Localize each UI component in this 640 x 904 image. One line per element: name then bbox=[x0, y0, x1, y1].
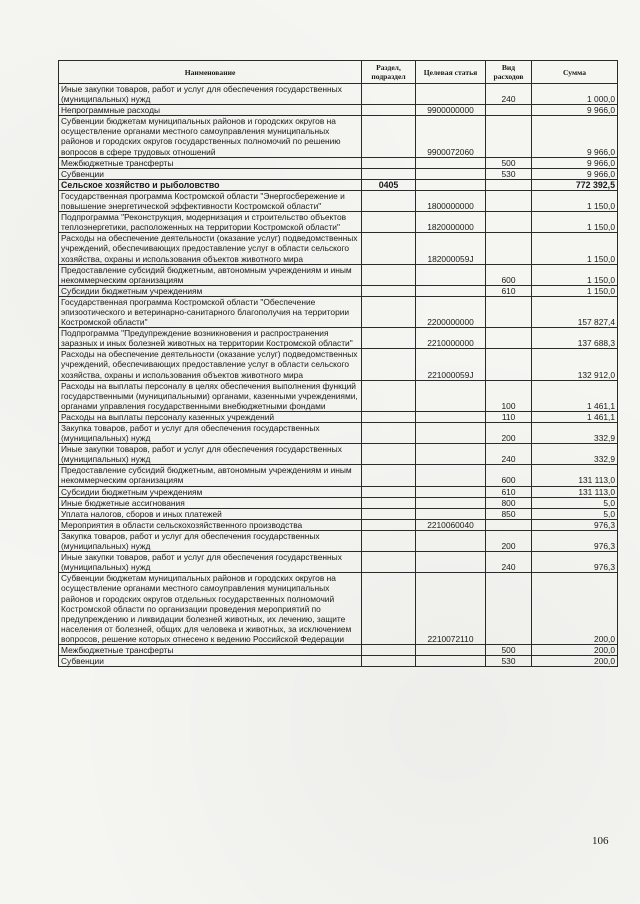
cell-kind bbox=[486, 328, 532, 349]
cell-sum: 1 150,0 bbox=[532, 285, 618, 296]
cell-name: Субвенции бюджетам муниципальных районов и городских округов на осуществление органами местного самоуправления муниципальных районов и городских округов государственных полномочий по решению вопросов в сфере трудовых отношений bbox=[59, 116, 362, 157]
cell-kind bbox=[486, 105, 532, 116]
table-row bbox=[59, 296, 618, 327]
cell-target: 1820000000 bbox=[416, 212, 486, 233]
cell-target: 182000059J bbox=[416, 233, 486, 264]
cell-name: Подпрограмма "Предупреждение возникновения и распространения заразных и иных болезней животных на территории Костромской области" bbox=[59, 328, 362, 349]
cell-kind: 110 bbox=[486, 411, 532, 422]
cell-name: Уплата налогов, сборов и иных платежей bbox=[59, 508, 362, 519]
cell-section bbox=[362, 190, 416, 211]
cell-sum: 157 827,4 bbox=[532, 296, 618, 327]
cell-name: Субвенции bbox=[59, 656, 362, 667]
cell-name: Государственная программа Костромской области "Обеспечение эпизоотического и ветеринарно-санитарного благополучия на территории Костромской области" bbox=[59, 296, 362, 327]
table-row bbox=[59, 444, 618, 465]
cell-target bbox=[416, 444, 486, 465]
cell-sum: 976,3 bbox=[532, 530, 618, 551]
cell-target bbox=[416, 285, 486, 296]
cell-sum: 5,0 bbox=[532, 508, 618, 519]
cell-name: Расходы на обеспечение деятельности (оказание услуг) подведомственных учреждений, обеспечивающих предоставление услуг в области сельского хозяйства, охраны и использования объектов животного мира bbox=[59, 233, 362, 264]
cell-kind: 800 bbox=[486, 497, 532, 508]
cell-section bbox=[362, 328, 416, 349]
cell-kind bbox=[486, 179, 532, 190]
cell-kind: 240 bbox=[486, 84, 532, 105]
table-row bbox=[59, 411, 618, 422]
table-row bbox=[59, 656, 618, 667]
cell-target bbox=[416, 552, 486, 573]
table-row bbox=[59, 179, 618, 190]
cell-kind bbox=[486, 573, 532, 645]
cell-section bbox=[362, 264, 416, 285]
cell-name: Расходы на выплаты персоналу казенных учреждений bbox=[59, 411, 362, 422]
cell-sum: 131 113,0 bbox=[532, 465, 618, 486]
cell-target bbox=[416, 411, 486, 422]
cell-section bbox=[362, 644, 416, 655]
header-sum: Сумма bbox=[532, 61, 618, 84]
cell-sum: 1 461,1 bbox=[532, 380, 618, 411]
cell-kind: 240 bbox=[486, 552, 532, 573]
table-header-row bbox=[59, 61, 618, 84]
cell-kind: 100 bbox=[486, 380, 532, 411]
page-number: 106 bbox=[592, 835, 609, 847]
cell-section bbox=[362, 411, 416, 422]
table-row bbox=[59, 84, 618, 105]
cell-target bbox=[416, 84, 486, 105]
cell-sum: 5,0 bbox=[532, 497, 618, 508]
cell-section bbox=[362, 168, 416, 179]
cell-name: Закупка товаров, работ и услуг для обеспечения государственных (муниципальных) нужд bbox=[59, 423, 362, 444]
table-row bbox=[59, 423, 618, 444]
cell-kind: 200 bbox=[486, 530, 532, 551]
cell-sum: 9 966,0 bbox=[532, 105, 618, 116]
table-body bbox=[59, 84, 618, 667]
cell-kind bbox=[486, 116, 532, 157]
table-row bbox=[59, 497, 618, 508]
cell-name: Иные закупки товаров, работ и услуг для обеспечения государственных (муниципальных) нужд bbox=[59, 444, 362, 465]
cell-target bbox=[416, 530, 486, 551]
table-row bbox=[59, 264, 618, 285]
cell-name: Закупка товаров, работ и услуг для обеспечения государственных (муниципальных) нужд bbox=[59, 530, 362, 551]
cell-kind bbox=[486, 190, 532, 211]
cell-name: Иные закупки товаров, работ и услуг для обеспечения государственных (муниципальных) нужд bbox=[59, 84, 362, 105]
cell-kind: 500 bbox=[486, 644, 532, 655]
table-row bbox=[59, 105, 618, 116]
cell-target bbox=[416, 168, 486, 179]
cell-target: 2210000000 bbox=[416, 328, 486, 349]
cell-sum: 976,3 bbox=[532, 519, 618, 530]
cell-sum: 200,0 bbox=[532, 573, 618, 645]
cell-kind: 600 bbox=[486, 264, 532, 285]
cell-sum: 9 966,0 bbox=[532, 168, 618, 179]
cell-kind: 240 bbox=[486, 444, 532, 465]
cell-section bbox=[362, 157, 416, 168]
cell-target bbox=[416, 656, 486, 667]
cell-section: 0405 bbox=[362, 179, 416, 190]
cell-target: 9900000000 bbox=[416, 105, 486, 116]
cell-section bbox=[362, 349, 416, 380]
cell-sum: 9 966,0 bbox=[532, 157, 618, 168]
cell-name: Субвенции bbox=[59, 168, 362, 179]
cell-name: Межбюджетные трансферты bbox=[59, 157, 362, 168]
cell-section bbox=[362, 573, 416, 645]
cell-section bbox=[362, 656, 416, 667]
cell-section bbox=[362, 212, 416, 233]
table-row bbox=[59, 233, 618, 264]
cell-target bbox=[416, 423, 486, 444]
cell-kind: 610 bbox=[486, 486, 532, 497]
cell-sum: 137 688,3 bbox=[532, 328, 618, 349]
cell-section bbox=[362, 519, 416, 530]
cell-target bbox=[416, 264, 486, 285]
table-row bbox=[59, 285, 618, 296]
cell-target bbox=[416, 157, 486, 168]
cell-section bbox=[362, 423, 416, 444]
cell-name: Мероприятия в области сельскохозяйственного производства bbox=[59, 519, 362, 530]
cell-name: Субсидии бюджетным учреждениям bbox=[59, 486, 362, 497]
cell-target bbox=[416, 497, 486, 508]
table-row bbox=[59, 508, 618, 519]
cell-name: Субвенции бюджетам муниципальных районов и городских округов на осуществление органами местного самоуправления муниципальных районов и городских округов отдельных государственных полномочий Костромской области по организации проведения мероприятий по предупреждению и ликвидации болезней животных, их лечению, защите населения от болезней, общих для человека и животных, за исключением вопросов, решение которых отнесено к ведению Российской Федерации bbox=[59, 573, 362, 645]
cell-target bbox=[416, 465, 486, 486]
cell-sum: 1 000,0 bbox=[532, 84, 618, 105]
cell-name: Межбюджетные трансферты bbox=[59, 644, 362, 655]
cell-section bbox=[362, 296, 416, 327]
table-row bbox=[59, 530, 618, 551]
cell-name: Подпрограмма "Реконструкция, модернизация и строительство объектов теплоэнергетики, расположенных на территории Костромской области" bbox=[59, 212, 362, 233]
cell-sum: 132 912,0 bbox=[532, 349, 618, 380]
cell-target: 2210072110 bbox=[416, 573, 486, 645]
cell-sum: 1 150,0 bbox=[532, 233, 618, 264]
cell-target: 221000059J bbox=[416, 349, 486, 380]
cell-target: 2210060040 bbox=[416, 519, 486, 530]
cell-target bbox=[416, 644, 486, 655]
cell-name: Сельское хозяйство и рыболовство bbox=[59, 179, 362, 190]
cell-section bbox=[362, 552, 416, 573]
cell-kind bbox=[486, 349, 532, 380]
cell-section bbox=[362, 444, 416, 465]
cell-target: 1800000000 bbox=[416, 190, 486, 211]
cell-kind: 200 bbox=[486, 423, 532, 444]
header-kind: Вид расходов bbox=[486, 61, 532, 84]
cell-sum: 332,9 bbox=[532, 444, 618, 465]
cell-name: Субсидии бюджетным учреждениям bbox=[59, 285, 362, 296]
cell-name: Иные закупки товаров, работ и услуг для обеспечения государственных (муниципальных) нужд bbox=[59, 552, 362, 573]
cell-target: 2200000000 bbox=[416, 296, 486, 327]
table-row bbox=[59, 552, 618, 573]
table-row bbox=[59, 380, 618, 411]
cell-name: Иные бюджетные ассигнования bbox=[59, 497, 362, 508]
cell-sum: 1 461,1 bbox=[532, 411, 618, 422]
table-row bbox=[59, 328, 618, 349]
cell-section bbox=[362, 285, 416, 296]
cell-section bbox=[362, 233, 416, 264]
cell-section bbox=[362, 380, 416, 411]
table-row bbox=[59, 168, 618, 179]
cell-sum: 1 150,0 bbox=[532, 190, 618, 211]
cell-kind bbox=[486, 233, 532, 264]
table-row bbox=[59, 116, 618, 157]
cell-sum: 1 150,0 bbox=[532, 212, 618, 233]
cell-kind: 600 bbox=[486, 465, 532, 486]
cell-sum: 200,0 bbox=[532, 644, 618, 655]
table-row bbox=[59, 212, 618, 233]
cell-name: Расходы на выплаты персоналу в целях обеспечения выполнения функций государственными (муниципальными) органами, казенными учреждениями, органами управления государственными внебюджетными фондами bbox=[59, 380, 362, 411]
cell-kind: 530 bbox=[486, 656, 532, 667]
cell-kind: 610 bbox=[486, 285, 532, 296]
table-row bbox=[59, 486, 618, 497]
cell-target bbox=[416, 508, 486, 519]
header-name: Наименование bbox=[59, 61, 362, 84]
table-row bbox=[59, 519, 618, 530]
header-section: Раздел, подраздел bbox=[362, 61, 416, 84]
budget-table bbox=[58, 60, 618, 667]
table-row bbox=[59, 573, 618, 645]
cell-target bbox=[416, 179, 486, 190]
cell-sum: 772 392,5 bbox=[532, 179, 618, 190]
table-row bbox=[59, 349, 618, 380]
cell-name: Предоставление субсидий бюджетным, автономным учреждениям и иным некоммерческим организациям bbox=[59, 264, 362, 285]
cell-name: Государственная программа Костромской области "Энергосбережение и повышение энергетической эффективности Костромской области" bbox=[59, 190, 362, 211]
table-row bbox=[59, 157, 618, 168]
table-row bbox=[59, 465, 618, 486]
cell-section bbox=[362, 486, 416, 497]
cell-target bbox=[416, 380, 486, 411]
cell-kind bbox=[486, 519, 532, 530]
cell-sum: 1 150,0 bbox=[532, 264, 618, 285]
cell-section bbox=[362, 116, 416, 157]
cell-sum: 9 966,0 bbox=[532, 116, 618, 157]
cell-name: Непрограммные расходы bbox=[59, 105, 362, 116]
cell-sum: 332,9 bbox=[532, 423, 618, 444]
cell-kind: 530 bbox=[486, 168, 532, 179]
cell-sum: 131 113,0 bbox=[532, 486, 618, 497]
table-row bbox=[59, 644, 618, 655]
cell-name: Предоставление субсидий бюджетным, автономным учреждениям и иным некоммерческим организациям bbox=[59, 465, 362, 486]
cell-section bbox=[362, 105, 416, 116]
cell-sum: 976,3 bbox=[532, 552, 618, 573]
cell-section bbox=[362, 465, 416, 486]
cell-section bbox=[362, 84, 416, 105]
cell-kind bbox=[486, 296, 532, 327]
cell-kind: 850 bbox=[486, 508, 532, 519]
cell-kind: 500 bbox=[486, 157, 532, 168]
cell-target bbox=[416, 486, 486, 497]
cell-section bbox=[362, 497, 416, 508]
cell-name: Расходы на обеспечение деятельности (оказание услуг) подведомственных учреждений, обеспечивающих предоставление услуг в области сельского хозяйства, охраны и использования объектов животного мира bbox=[59, 349, 362, 380]
cell-target: 9900072060 bbox=[416, 116, 486, 157]
cell-kind bbox=[486, 212, 532, 233]
cell-sum: 200,0 bbox=[532, 656, 618, 667]
header-target: Целевая статья bbox=[416, 61, 486, 84]
cell-section bbox=[362, 508, 416, 519]
table-row bbox=[59, 190, 618, 211]
cell-section bbox=[362, 530, 416, 551]
